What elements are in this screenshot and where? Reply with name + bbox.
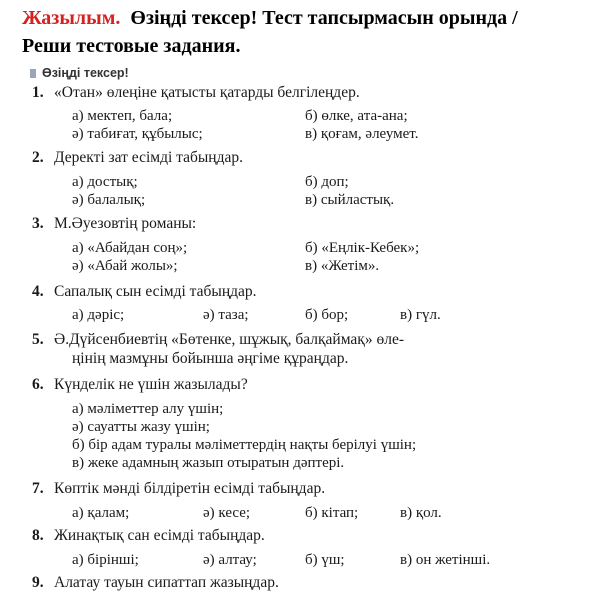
option: ә) балалық; [72, 192, 146, 208]
option: а) бірінші; [72, 552, 139, 568]
option: ә) таза; [203, 307, 249, 323]
question-6 [32, 376, 248, 394]
option: в) қол. [400, 505, 442, 521]
option: в) сыйластық. [305, 192, 395, 208]
question-text: Жинақтық сан есімді табыңдар. [54, 527, 265, 544]
question-number: 1. [32, 84, 44, 101]
question-number: 4. [32, 283, 44, 300]
question-8 [32, 527, 265, 545]
task-header [22, 4, 592, 60]
question-text: Сапалық сын есімді табыңдар. [54, 283, 257, 300]
option: в) «Жетім». [305, 258, 380, 274]
option: б) үш; [305, 552, 345, 568]
heading-marker-icon [30, 69, 36, 78]
question-number: 6. [32, 376, 44, 393]
question-2 [32, 149, 243, 167]
question-number: 5. [32, 331, 44, 348]
option: а) достық; [72, 174, 138, 190]
option: в) қоғам, әлеумет. [305, 126, 419, 142]
question-text: Алатау тауын сипаттап жазыңдар. [54, 574, 279, 591]
question-1 [32, 84, 360, 102]
option: б) өлке, ата-ана; [305, 108, 408, 124]
self-check-heading-text: Өзіңді тексер! [42, 66, 129, 80]
question-text: Күнделік не үшін жазылады? [54, 376, 248, 393]
option: б) «Еңлік-Кебек»; [305, 240, 420, 256]
question-9 [32, 574, 279, 592]
question-number: 7. [32, 480, 44, 497]
question-7 [32, 480, 325, 498]
option: а) «Абайдан соң»; [72, 240, 188, 256]
option: б) доп; [305, 174, 349, 190]
option: б) кітап; [305, 505, 359, 521]
question-text: М.Әуезовтің романы: [54, 215, 197, 232]
option: в) гүл. [400, 307, 441, 323]
question-3 [32, 215, 196, 233]
option: ә) «Абай жолы»; [72, 258, 178, 274]
option: ә) алтау; [203, 552, 257, 568]
task-header-title: Өзіңді тексер! Тест тапсырмасын орында / [130, 7, 518, 29]
task-header-label: Жазылым. [22, 7, 121, 29]
question-number: 8. [32, 527, 44, 544]
question-4 [32, 283, 257, 301]
question-text: «Отан» өлеңіне қатысты қатарды белгілеңдер. [54, 84, 360, 101]
question-text: Деректі зат есімді табыңдар. [54, 149, 243, 166]
self-check-heading [30, 66, 129, 80]
option: б) бор; [305, 307, 349, 323]
option: в) жеке адамның жазып отыратын дәптері. [72, 455, 345, 471]
option: б) бір адам туралы мәліметтердің нақты берілуі үшін; [72, 437, 417, 453]
question-5 [32, 331, 404, 349]
question-number: 2. [32, 149, 44, 166]
task-header-subtitle: Реши тестовые задания. [22, 35, 241, 57]
option: а) мәліметтер алу үшін; [72, 401, 224, 417]
question-5-continued: ңінің мазмұны бойынша әңгіме құраңдар. [72, 350, 349, 367]
option: а) мектеп, бала; [72, 108, 173, 124]
option: ә) сауатты жазу үшін; [72, 419, 210, 435]
option: а) қалам; [72, 505, 130, 521]
question-number: 9. [32, 574, 44, 591]
option: в) он жетінші. [400, 552, 491, 568]
option: ә) табиғат, құбылыс; [72, 126, 203, 142]
question-number: 3. [32, 215, 44, 232]
option: ә) кесе; [203, 505, 251, 521]
question-text: Көптік мәнді білдіретін есімді табыңдар. [54, 480, 326, 497]
option: а) дәріс; [72, 307, 125, 323]
question-text: Ә.Дүйсенбиевтің «Бөтенке, шұжық, балқаймақ» өле- [54, 331, 404, 348]
